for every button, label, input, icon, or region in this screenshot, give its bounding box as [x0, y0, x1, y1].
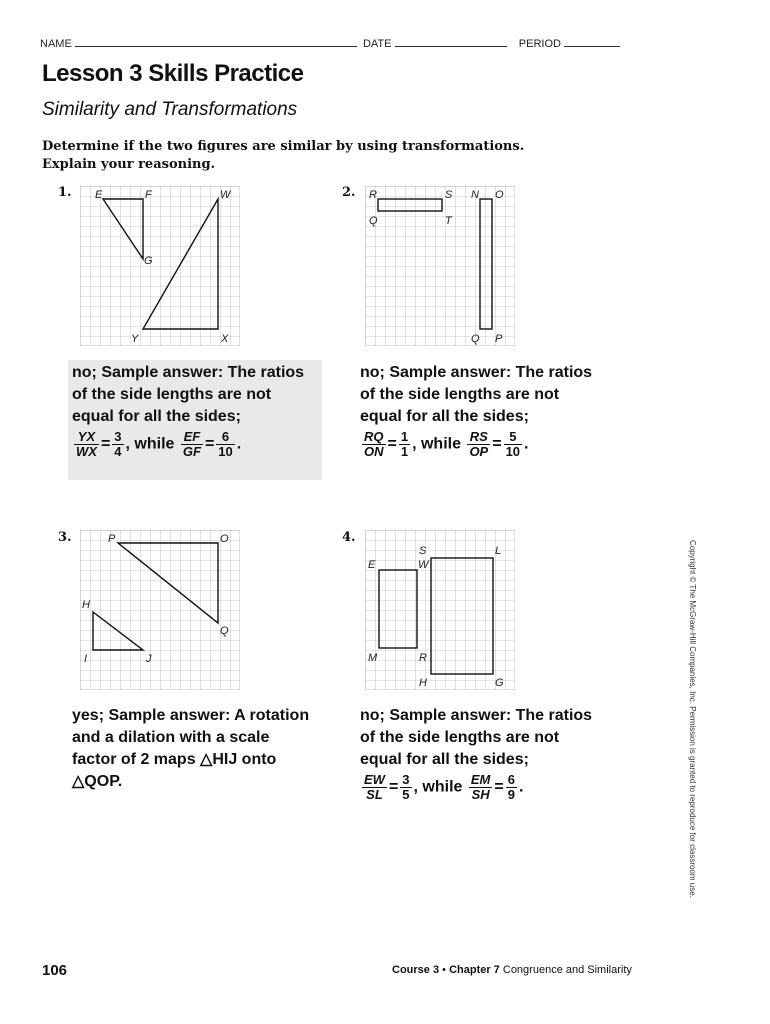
answer-line: factor of 2 maps △HIJ onto	[72, 751, 277, 768]
fraction: $\frac{1}{1}$	[400, 429, 409, 459]
label-w: W	[418, 559, 429, 571]
problem-2-number: 2.	[342, 185, 356, 200]
label-e: E	[368, 559, 376, 571]
label-h: H	[82, 599, 90, 611]
label-y: Y	[131, 333, 139, 345]
problem-4-number: 4.	[342, 530, 356, 545]
ratio-line: $\frac{RQ}{ON}$ = $\frac{1}{1}$ , while $\frac{RS}{OP}$ = $\frac{5}{10}$ .	[364, 429, 529, 459]
problem-1-figure	[80, 186, 240, 346]
instructions	[42, 138, 524, 174]
label-q: Q	[220, 625, 229, 637]
fraction: $\frac{3}{5}$	[402, 772, 410, 802]
problem-4-grid	[365, 530, 515, 690]
label-h: H	[419, 677, 427, 689]
problem-1-answer	[68, 360, 322, 480]
footer-bullet: •	[442, 964, 446, 976]
label-r: R	[419, 652, 427, 664]
fraction: $\frac{RQ}{ON}$	[364, 429, 384, 459]
label-f: F	[145, 189, 152, 201]
problem-3-figure	[80, 530, 240, 690]
answer-line: equal for all the sides;	[72, 408, 241, 425]
name-label: NAME	[40, 38, 72, 50]
page-subtitle: Similarity and Transformations	[42, 99, 298, 120]
date-label: DATE	[362, 38, 392, 50]
period-label: PERIOD	[518, 38, 561, 50]
label-j: J	[146, 653, 152, 665]
copyright-notice: Copyright © The McGraw-Hill Companies, Inc. Permission is granted to reproduce for classroom use.	[688, 540, 697, 898]
label-p: P	[108, 533, 116, 545]
label-p: P	[495, 333, 503, 345]
fraction: $\frac{6}{10}$	[218, 429, 233, 459]
page-title: Lesson 3 Skills Practice	[42, 60, 304, 87]
page-number: 106	[42, 962, 68, 979]
problem-3-grid	[80, 530, 240, 690]
label-o: O	[495, 189, 504, 201]
answer-line: equal for all the sides;	[360, 751, 529, 768]
period-field[interactable]	[564, 36, 620, 47]
date-field[interactable]	[395, 36, 507, 47]
label-l: L	[495, 545, 502, 557]
ratio-line: $\frac{YX}{WX}$ = $\frac{3}{4}$ , while $\frac{EF}{GF}$ = $\frac{6}{10}$ .	[76, 429, 242, 459]
name-field[interactable]	[75, 36, 357, 47]
answer-line: △QOP.	[72, 773, 123, 790]
label-g: G	[495, 677, 504, 689]
answer-line: of the side lengths are not	[360, 729, 560, 746]
label-e: E	[95, 189, 103, 201]
answer-line: no; Sample answer: The ratios	[72, 364, 305, 381]
footer-chapter: Chapter 7	[449, 964, 500, 976]
footer-course	[392, 964, 632, 976]
footer-chapter-title: Congruence and Similarity	[502, 964, 632, 976]
problem-1-grid	[80, 186, 240, 346]
problem-1-number: 1.	[58, 185, 72, 200]
fraction: $\frac{3}{4}$	[114, 429, 122, 459]
fraction: $\frac{EF}{GF}$	[182, 429, 201, 459]
label-i: I	[84, 653, 88, 665]
problem-2-grid	[365, 186, 515, 346]
fraction: $\frac{EM}{SH}$	[470, 772, 491, 802]
answer-line: no; Sample answer: The ratios	[360, 707, 593, 724]
label-x: X	[221, 333, 229, 345]
label-q: Q	[369, 215, 378, 227]
label-m: M	[368, 652, 378, 664]
fraction: $\frac{5}{10}$	[505, 429, 521, 459]
answer-line: and a dilation with a scale	[72, 729, 270, 746]
problem-3-answer	[72, 705, 342, 793]
label-r: R	[369, 189, 377, 201]
label-q2: Q	[471, 333, 480, 345]
fraction: $\frac{RS}{OP}$	[469, 429, 489, 459]
label-t: T	[445, 215, 452, 227]
answer-line: yes; Sample answer: A rotation	[72, 707, 310, 724]
fraction: $\frac{YX}{WX}$	[76, 429, 97, 459]
instruction-line-1: Determine if the two figures are similar by using transformations.	[42, 139, 525, 154]
answer-line: equal for all the sides;	[360, 408, 529, 425]
problem-3-number: 3.	[58, 530, 72, 545]
answer-line: of the side lengths are not	[72, 386, 272, 403]
label-s: S	[445, 189, 453, 201]
problem-4-figure	[365, 530, 515, 690]
answer-line: no; Sample answer: The ratios	[360, 364, 593, 381]
answer-line: of the side lengths are not	[360, 386, 560, 403]
fraction: $\frac{6}{9}$	[507, 772, 515, 802]
label-n: N	[471, 189, 479, 201]
fraction: $\frac{EW}{SL}$	[364, 772, 385, 802]
ratio-line: $\frac{EW}{SL}$ = $\frac{3}{5}$ , while $\frac{EM}{SH}$ = $\frac{6}{9}$ .	[364, 772, 524, 802]
problem-4-answer	[360, 705, 660, 802]
label-s: S	[419, 545, 427, 557]
footer-course-name: Course 3	[392, 964, 440, 976]
label-w: W	[220, 189, 231, 201]
header-line	[40, 36, 660, 50]
instruction-line-2: Explain your reasoning.	[42, 157, 216, 172]
label-g: G	[144, 255, 153, 267]
problem-2-answer	[360, 362, 660, 459]
label-o: O	[220, 533, 229, 545]
problem-2-figure	[365, 186, 515, 346]
